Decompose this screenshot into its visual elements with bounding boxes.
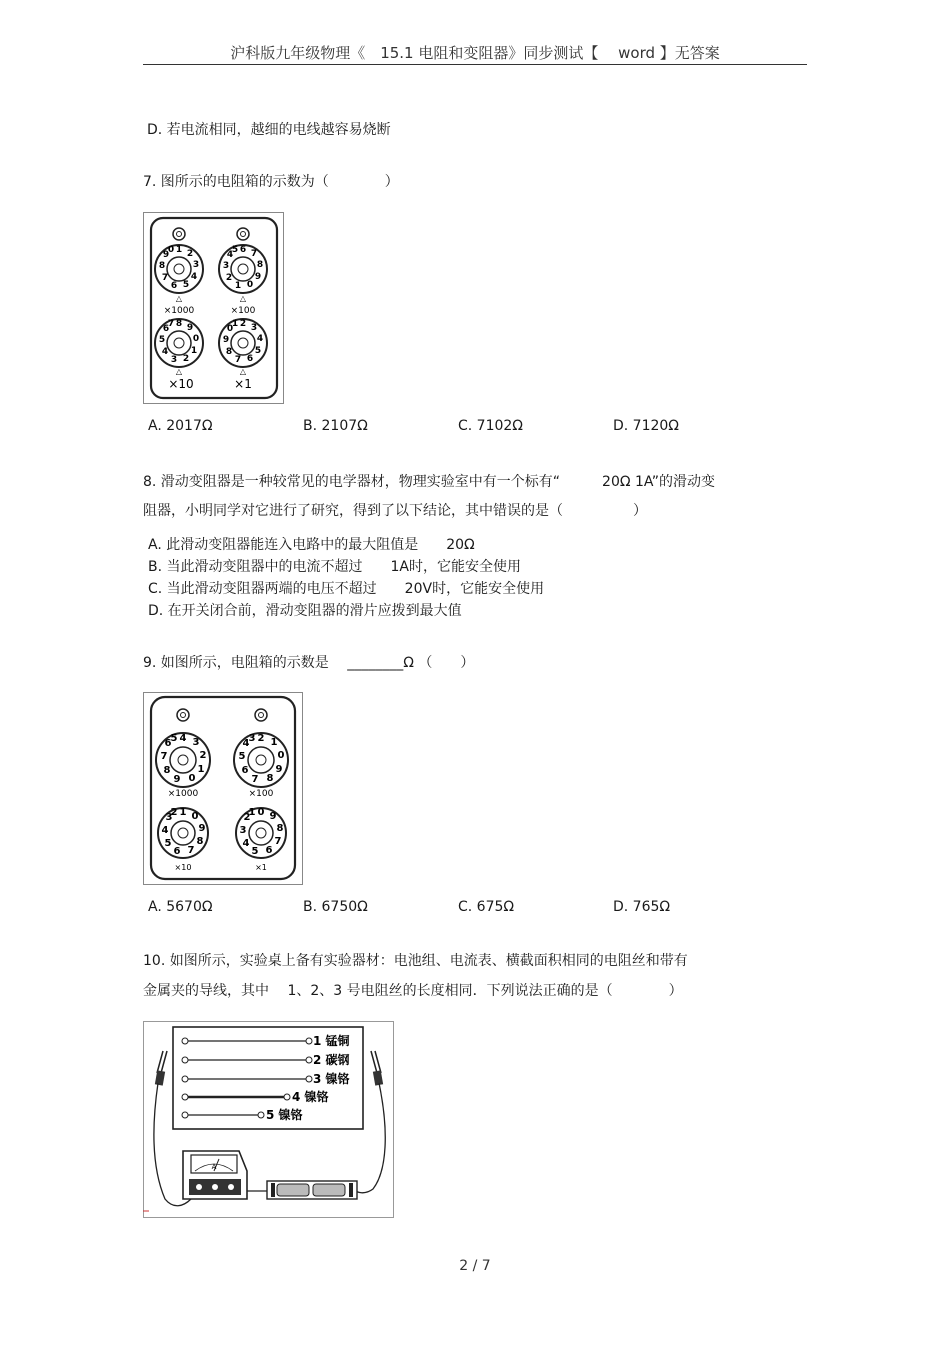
svg-text:5: 5 xyxy=(238,751,246,762)
svg-text:5: 5 xyxy=(231,245,239,255)
svg-text:△: △ xyxy=(239,294,247,303)
q7-multiplier-1000: ×1000 xyxy=(163,306,195,316)
svg-text:6: 6 xyxy=(239,245,247,255)
svg-text:2: 2 xyxy=(257,733,265,744)
svg-text:1: 1 xyxy=(234,281,242,291)
q7-multiplier-10: ×10 xyxy=(168,377,194,391)
svg-text:0: 0 xyxy=(257,807,265,818)
svg-text:1: 1 xyxy=(231,319,239,329)
svg-text:4: 4 xyxy=(161,347,169,357)
svg-text:2: 2 xyxy=(186,249,194,259)
svg-text:△: △ xyxy=(175,367,183,376)
svg-text:0: 0 xyxy=(277,750,285,761)
svg-text:3: 3 xyxy=(192,737,200,748)
wire-label-1: 1 锰铜 xyxy=(313,1034,350,1048)
svg-text:1: 1 xyxy=(248,807,256,818)
svg-text:4: 4 xyxy=(242,738,250,749)
q8-stem-line1: 8. 滑动变阻器是一种较常见的电学器材，物理实验室中有一个标有“ 20Ω 1A”的滑动变 xyxy=(143,474,716,490)
q7-dial-1000 xyxy=(155,245,203,293)
svg-text:8: 8 xyxy=(256,260,264,270)
svg-text:6: 6 xyxy=(164,738,172,749)
wire-label-3: 3 镍铬 xyxy=(313,1072,350,1086)
ammeter xyxy=(183,1151,247,1199)
page-header: 沪科版九年级物理《 15.1 电阻和变阻器》同步测试【 word 】无答案 xyxy=(230,44,720,62)
svg-text:7: 7 xyxy=(274,836,282,847)
q8-option-d[interactable]: D. 在开关闭合前，滑动变阻器的滑片应拨到最大值 xyxy=(148,603,462,619)
svg-text:9: 9 xyxy=(173,774,181,785)
q9-multiplier-100: ×100 xyxy=(248,789,274,799)
q9-dial-100 xyxy=(234,733,288,787)
svg-text:8: 8 xyxy=(158,261,166,271)
svg-text:1: 1 xyxy=(179,807,187,818)
q8-option-a[interactable]: A. 此滑动变阻器能连入电路中的最大阻值是 20Ω xyxy=(148,537,475,553)
svg-text:3: 3 xyxy=(170,355,178,365)
svg-text:3: 3 xyxy=(239,825,247,836)
q9-multiplier-10: ×10 xyxy=(174,863,192,872)
svg-text:6: 6 xyxy=(162,324,170,334)
q7-dial-10 xyxy=(155,319,203,367)
svg-text:8: 8 xyxy=(225,347,233,357)
page-number: 2 / 7 xyxy=(459,1258,491,1274)
svg-text:9: 9 xyxy=(162,250,170,260)
q9-dial-1000 xyxy=(156,733,210,787)
svg-text:0: 0 xyxy=(191,811,199,822)
q7-option-d[interactable]: D. 7120Ω xyxy=(613,418,680,434)
q8-option-b[interactable]: B. 当此滑动变阻器中的电流不超过 1A时，它能安全使用 xyxy=(148,559,521,575)
svg-text:2: 2 xyxy=(243,812,251,823)
svg-text:0: 0 xyxy=(246,280,254,290)
svg-text:3: 3 xyxy=(222,261,230,271)
svg-text:7: 7 xyxy=(160,751,168,762)
svg-text:9: 9 xyxy=(222,335,230,345)
svg-text:4: 4 xyxy=(242,838,250,849)
svg-text:7: 7 xyxy=(250,249,258,259)
svg-text:5: 5 xyxy=(164,838,172,849)
svg-text:3: 3 xyxy=(250,323,258,333)
svg-text:4: 4 xyxy=(161,825,169,836)
svg-text:2: 2 xyxy=(199,750,207,761)
q7-stem: 7. 图所示的电阻箱的示数为（ ） xyxy=(143,174,399,190)
svg-text:2: 2 xyxy=(239,319,247,329)
q9-dial-1 xyxy=(236,807,286,858)
svg-text:0: 0 xyxy=(167,245,175,255)
svg-text:1: 1 xyxy=(197,764,205,775)
q9-option-d[interactable]: D. 765Ω xyxy=(613,899,671,915)
q7-option-b[interactable]: B. 2107Ω xyxy=(303,418,368,434)
svg-text:6: 6 xyxy=(265,845,273,856)
header-rule xyxy=(143,64,807,65)
svg-text:5: 5 xyxy=(182,280,190,290)
q9-dial-10 xyxy=(158,807,208,858)
svg-text:6: 6 xyxy=(241,765,249,776)
q9-resistance-box-figure xyxy=(143,692,303,885)
q7-multiplier-100: ×100 xyxy=(230,306,256,316)
svg-text:0: 0 xyxy=(226,324,234,334)
svg-text:8: 8 xyxy=(266,773,274,784)
wire-label-5: 5 镍铬 xyxy=(266,1108,303,1122)
svg-text:4: 4 xyxy=(226,250,234,260)
svg-text:5: 5 xyxy=(170,733,178,744)
q10-stem-line2: 金属夹的导线，其中 1、2、3 号电阻丝的长度相同．下列说法正确的是（ ） xyxy=(143,983,683,999)
svg-text:8: 8 xyxy=(276,823,284,834)
svg-text:5: 5 xyxy=(158,335,166,345)
svg-text:7: 7 xyxy=(187,845,195,856)
svg-text:4: 4 xyxy=(179,733,187,744)
q7-resistance-box-figure xyxy=(143,212,284,404)
q9-option-a[interactable]: A. 5670Ω xyxy=(148,899,213,915)
q9-stem: 9. 如图所示，电阻箱的示数是 ________Ω （ ） xyxy=(143,655,475,671)
wire-label-2: 2 碳钢 xyxy=(313,1053,350,1067)
ammeter-label: A xyxy=(211,1163,217,1171)
svg-text:5: 5 xyxy=(251,846,259,857)
svg-text:7: 7 xyxy=(167,319,175,329)
svg-text:3: 3 xyxy=(165,812,173,823)
svg-text:0: 0 xyxy=(192,334,200,344)
q7-option-a[interactable]: A. 2017Ω xyxy=(148,418,213,434)
svg-text:6: 6 xyxy=(170,281,178,291)
svg-text:4: 4 xyxy=(256,334,264,344)
svg-text:8: 8 xyxy=(196,836,204,847)
svg-text:3: 3 xyxy=(248,733,256,744)
q7-option-c[interactable]: C. 7102Ω xyxy=(458,418,524,434)
svg-text:1: 1 xyxy=(270,737,278,748)
svg-text:0: 0 xyxy=(188,773,196,784)
q10-circuit-figure xyxy=(143,1021,394,1218)
svg-text:5: 5 xyxy=(254,346,262,356)
q8-option-c[interactable]: C. 当此滑动变阻器两端的电压不超过 20V时，它能安全使用 xyxy=(148,581,545,597)
q10-stem-line1: 10. 如图所示，实验桌上备有实验器材：电池组、电流表、横截面积相同的电阻丝和带有 xyxy=(143,953,688,969)
svg-text:4: 4 xyxy=(190,272,198,282)
svg-text:9: 9 xyxy=(186,323,194,333)
q9-multiplier-1000: ×1000 xyxy=(167,789,199,799)
svg-text:6: 6 xyxy=(246,354,254,364)
svg-text:3: 3 xyxy=(192,260,200,270)
svg-text:6: 6 xyxy=(173,846,181,857)
q7-dial-1 xyxy=(219,319,267,367)
svg-text:9: 9 xyxy=(198,823,206,834)
svg-text:2: 2 xyxy=(225,273,233,283)
battery-pack xyxy=(267,1181,357,1199)
q9-option-b[interactable]: B. 6750Ω xyxy=(303,899,368,915)
svg-text:7: 7 xyxy=(161,273,169,283)
q9-option-c[interactable]: C. 675Ω xyxy=(458,899,515,915)
svg-text:1: 1 xyxy=(175,245,183,255)
svg-text:△: △ xyxy=(239,367,247,376)
q7-dial-100 xyxy=(219,245,267,293)
svg-text:2: 2 xyxy=(182,354,190,364)
svg-text:8: 8 xyxy=(175,319,183,329)
wire-label-4: 4 镍铬 xyxy=(292,1090,329,1104)
svg-text:1: 1 xyxy=(190,346,198,356)
q9-multiplier-1: ×1 xyxy=(255,863,267,872)
q6-option-d: D. 若电流相同，越细的电线越容易烧断 xyxy=(147,122,391,138)
svg-text:7: 7 xyxy=(234,355,242,365)
svg-text:△: △ xyxy=(175,294,183,303)
svg-text:9: 9 xyxy=(275,764,283,775)
svg-text:8: 8 xyxy=(163,765,171,776)
svg-text:7: 7 xyxy=(251,774,259,785)
svg-text:9: 9 xyxy=(254,272,262,282)
svg-text:9: 9 xyxy=(269,811,277,822)
q8-stem-line2: 阻器，小明同学对它进行了研究，得到了以下结论，其中错误的是（ ） xyxy=(143,503,647,519)
svg-text:2: 2 xyxy=(170,807,178,818)
q7-multiplier-1: ×1 xyxy=(234,377,252,391)
